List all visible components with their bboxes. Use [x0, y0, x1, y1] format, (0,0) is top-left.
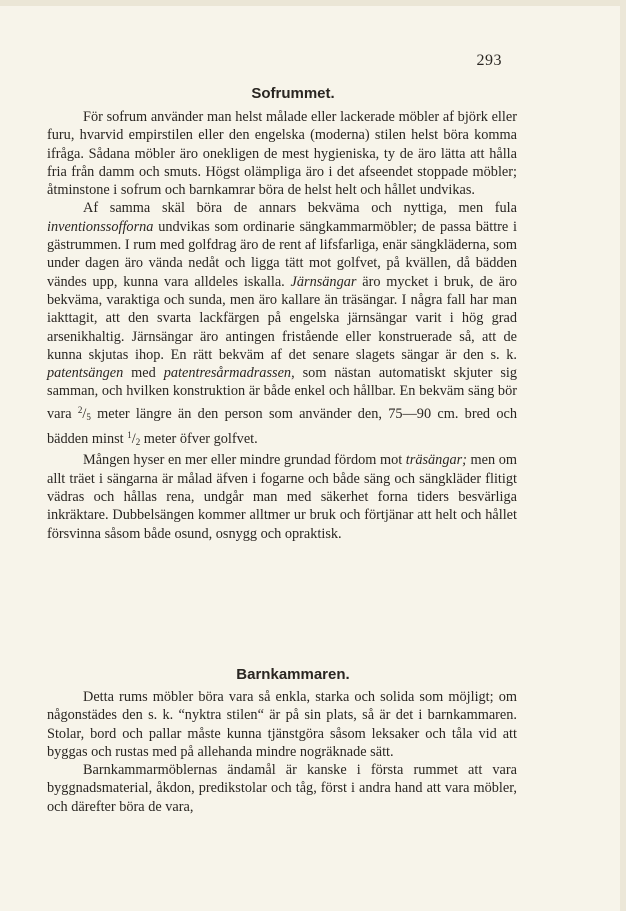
section-heading-sofrummet: Sofrummet.: [251, 85, 335, 102]
section-body-barnkammaren: [47, 688, 517, 816]
page-top-edge: [0, 0, 626, 6]
page-right-edge: [620, 0, 626, 911]
paragraph: Af samma skäl böra de annars bekväma och nyttiga, men fula inventionssofforna undvikas som ordinarie sängkammarmöbler; de passa bättre i gästrummen. I rum med golfdrag äro de rent af lifsfarliga, enär sängkläderna, som under dagen äro vända nedåt och ligga tätt mot golfvet, på kvällen, då bädden vändes upp, kunna vara alldeles iskalla. Järnsängar äro mycket i bruk, de äro bekväma, varaktiga och sunda, men äro kallare än träsängar. I några fall har man iakttagit, att den svarta lackfärgen på engelska järnsängar varit i hög grad arsenikhaltig. Järnsängar äro antingen fristående eller konstruerade så, att de kunna skjutas ihop. En rätt bekväm af det senare slagets sängar är den s. k. patentsängen med patentresårmadrassen, som nästan automatiskt skjuter sig samman, och hvilken konstruktion är både enkel och hållbar. En bekväm säng bör vara $^2/_5$ meter längre än den person som använder den, 75—90 cm. bred och bädden minst $^1/_2$ meter öfver golfvet.: [47, 200, 517, 448]
page-number: 293: [476, 52, 502, 69]
fraction-numerator: 2: [77, 404, 83, 415]
section-body-sofrummet: [47, 108, 517, 543]
fraction-denominator: 5: [86, 411, 91, 422]
section-heading-barnkammaren: Barnkammaren.: [236, 666, 350, 683]
emphasis: patentresårmadrassen: [163, 365, 292, 382]
fraction-numerator: 1: [127, 430, 132, 441]
emphasis: träsängar;: [405, 452, 467, 469]
paragraph: Mången hyser en mer eller mindre grundad fördom mot träsängar; men om allt träet i sängarna är målad äfven i fogarne och både säng och sängkläder flitigt vädras och hållas rena, undgår man med säkerhet forna tiders besvärliga inkräktare. Dubbelsängen kommer alltmer ur bruk och förtjänar att helt och hållet försvinna såsom både osund, osnygg och opraktisk.: [47, 452, 517, 542]
fraction-denominator: 2: [135, 437, 141, 448]
emphasis: Järnsängar: [290, 273, 357, 290]
paragraph: Barnkammarmöblernas ändamål är kanske i första rummet att vara byggnadsmaterial, åkdon, predikstolar och tåg, först i andra hand att vara möbler, och därefter böra de vara,: [47, 762, 517, 815]
paragraph: För sofrum använder man helst målade eller lackerade möbler af björk eller furu, hvarvid empirstilen eller den engelska (moderna) stilen helst böra komma ifråga. Sådana möbler äro onekligen de mest hygieniska, ty de äro lätta att hålla fria från damm och smuts. Högst olämpliga äro i det afseendet stoppade möbler; åtminstone i sofrum och barnkamrar böra de helst helt och hållet undvikas.: [47, 109, 517, 199]
emphasis: patentsängen: [47, 365, 124, 382]
emphasis: inventionssofforna: [47, 218, 154, 235]
paragraph: Detta rums möbler böra vara så enkla, starka och solida som möjligt; om någonstädes den s. k. “nyktra stilen“ är på sin plats, så är det i barnkammaren. Stolar, bord och pallar måste kunna tjänstgöra såsom leksaker och tåla vid att byggas och rustas med på allehanda mindre nogräknade sätt.: [47, 689, 517, 760]
